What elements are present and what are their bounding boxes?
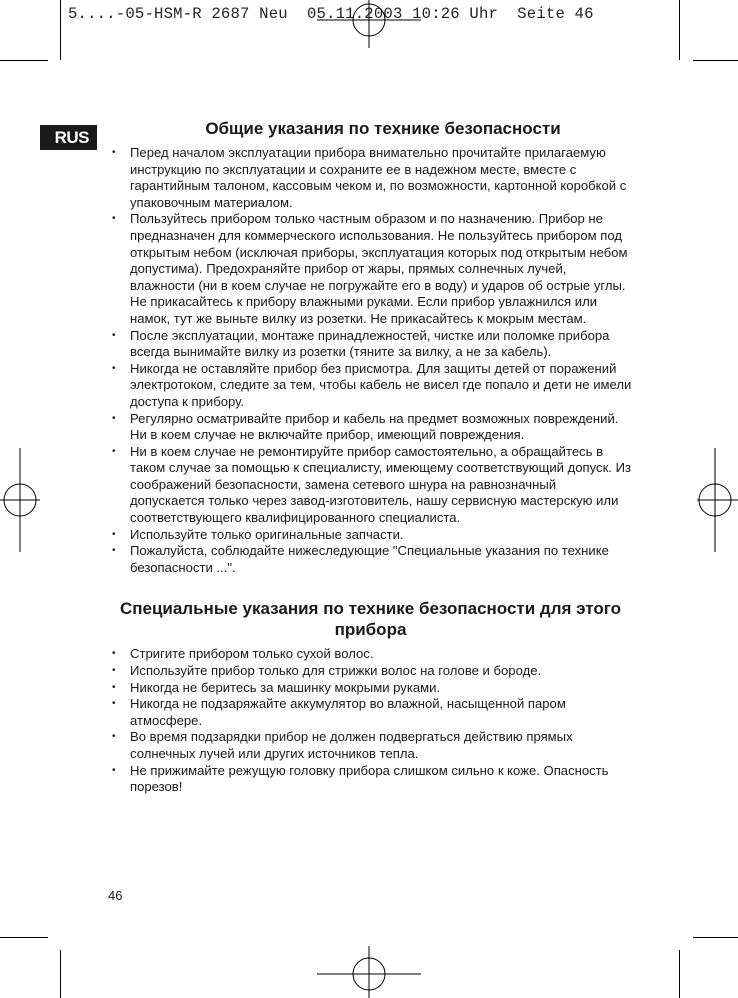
list-item: • Ни в коем случае не ремонтируйте прибор самостоятельно, а обращайтесь в таком случае за помощью к специалисту, имеющему соответствующий допуск. Из соображений безопасности, замена сетевого шнура на равнозначный допускается только через завод-изготовитель, нашу сервисную мастерскую или соответствующего квалифицированного специалиста. (108, 444, 633, 527)
special-safety-list (108, 646, 633, 795)
general-safety-list (108, 145, 633, 576)
registration-mark-icon (0, 448, 40, 552)
list-item: • Регулярно осматривайте прибор и кабель на предмет возможных повреждений. Ни в коем случае не включайте прибор, имеющий повреждения. (108, 411, 633, 444)
registration-mark-icon (697, 448, 738, 552)
crop-mark (0, 937, 48, 938)
page-content (108, 118, 633, 796)
page-number: 46 (108, 888, 123, 903)
crop-mark (693, 60, 738, 61)
section-title-special-safety: Специальные указания по технике безопасности для этого прибора (119, 599, 622, 640)
list-item: • Никогда не беритесь за машинку мокрыми руками. (108, 680, 633, 697)
crop-mark (693, 937, 738, 938)
list-item: • Никогда не оставляйте прибор без присмотра. Для защиты детей от поражений электротоком, следите за тем, чтобы кабель не висел где попало и дети не имели доступа к прибору. (108, 361, 633, 411)
language-tab: RUS (40, 125, 97, 150)
list-item: • Перед началом эксплуатации прибора внимательно прочитайте прилагаемую инструкцию по эксплуатации и сохраните ее в надежном месте, вместе с гарантийным талоном, кассовым чеком и, по возможности, картонной коробкой с упаковочным материалом. (108, 145, 633, 211)
list-item: • Никогда не подзаряжайте аккумулятор во влажной, насыщенной паром атмосфере. (108, 696, 633, 729)
list-item: • Пользуйтесь прибором только частным образом и по назначению. Прибор не предназначен для коммерческого использования. Не пользуйтесь прибором под открытым небом (исключая приборы, эксплуатация которых под открытым небом допустима). Предохраняйте прибор от жары, прямых солнечных лучей, влажности (ни в коем случае не погружайте его в воду) и ударов об острые углы. Не прикасайтесь к прибору влажными руками. Если прибор увлажнился или намок, тут же выньте вилку из розетки. Не прикасайтесь к мокрым местам. (108, 211, 633, 327)
crop-mark (60, 950, 61, 998)
section-title-general-safety: Общие указания по технике безопасности (205, 119, 561, 138)
list-item: • Не прижимайте режущую головку прибора слишком сильно к коже. Опасность порезов! (108, 763, 633, 796)
list-item: • Используйте только оригинальные запчасти. (108, 527, 633, 544)
crop-mark (679, 0, 680, 60)
crop-mark (679, 950, 680, 998)
list-item: • Используйте прибор только для стрижки волос на голове и бороде. (108, 663, 633, 680)
list-item: • Во время подзарядки прибор не должен подвергаться действию прямых солнечных лучей или других источников тепла. (108, 729, 633, 762)
crop-mark (60, 0, 61, 60)
print-slug: 5....-05-HSM-R 2687 Neu 05.11.2003 10:26 Uhr Seite 46 (68, 5, 594, 23)
list-item: • Пожалуйста, соблюдайте нижеследующие "Специальные указания по технике безопасности ...". (108, 543, 633, 576)
list-item: • Стригите прибором только сухой волос. (108, 646, 633, 663)
list-item: • После эксплуатации, монтаже принадлежностей, чистке или поломке прибора всегда вынимайте вилку из розетки (тяните за вилку, а не за кабель). (108, 328, 633, 361)
registration-mark-icon (317, 946, 421, 998)
registration-mark-icon (317, 0, 421, 48)
crop-mark (0, 60, 48, 61)
